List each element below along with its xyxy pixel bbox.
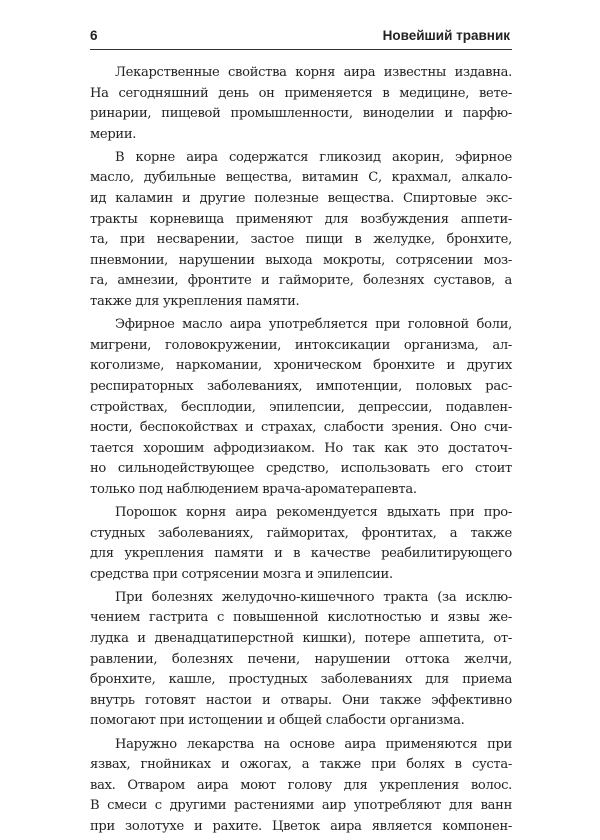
text-line: В корне аира содержатся гликозид акорин, эфирное (115, 149, 512, 165)
text-line: коголизме, наркомании, хроническом бронхите и других (90, 358, 512, 374)
text-line: вах. Отваром аира моют голову для укрепления волос. (90, 777, 512, 793)
text-line: На сегодняшний день он применяется в медицине, вете- (90, 85, 512, 101)
text-line: При болезнях желудочно-кишечного тракта (за исклю- (115, 589, 512, 605)
page-number: 6 (90, 28, 98, 43)
paragraph (90, 315, 512, 500)
text-line: Наружно лекарства на основе аира применяются при (115, 736, 512, 752)
text-line: респираторных заболеваниях, импотенции, половых рас- (90, 378, 512, 394)
body-text (90, 63, 512, 840)
text-line: при золотухе и рахите. Цветок аира является компонен- (90, 818, 512, 834)
text-line: только под наблюдением врача-ароматерапевта. (90, 481, 417, 497)
paragraph (90, 148, 512, 313)
text-line: пневмонии, нарушении выхода мокроты, сотрясении моз- (90, 252, 512, 268)
page-header (90, 26, 510, 46)
text-line: стройствах, бесплодии, эпилепсии, депрессии, подавлен- (90, 399, 512, 415)
paragraph (90, 63, 512, 145)
text-line: помогают при истощении и общей слабости организма. (90, 713, 465, 729)
text-line: бронхите, кашле, простудных заболеваниях для приема (90, 672, 512, 688)
text-line: чением гастрита с повышенной кислотностью и язвы же- (90, 610, 512, 626)
text-line: В смеси с другими растениями аир употребляют для ванн (90, 798, 512, 814)
text-line: средства при сотрясении мозга и эпилепсии. (90, 566, 393, 582)
text-line: тается хорошим афродизиаком. Но так как это достаточ- (90, 440, 512, 456)
text-line: мигрени, головокружении, интоксикации организма, ал- (90, 337, 512, 353)
text-line: Порошок корня аира рекомендуется вдыхать при про- (115, 504, 512, 520)
text-line: студных заболеваниях, гайморитах, фронтитах, а также (90, 525, 512, 541)
text-line: тракты корневища применяют для возбуждения аппети- (90, 211, 512, 227)
text-line: для укрепления памяти и в качестве реабилитирующего (90, 546, 512, 562)
text-line: та, при несварении, застое пищи в желудке, бронхите, (90, 232, 512, 248)
paragraph (90, 503, 512, 585)
text-line: Лекарственные свойства корня аира известны издавна. (115, 65, 512, 80)
text-line: но сильнодействующее средство, использовать его стоит (90, 461, 512, 477)
header-rule (90, 49, 512, 50)
text-line: равлении, болезнях печени, нарушении оттока желчи, (90, 651, 512, 667)
text-line: мерии. (90, 126, 137, 142)
text-line: ид каламин и другие полезные вещества. Спиртовые экс- (90, 191, 512, 207)
running-title: Новейший травник (382, 28, 510, 43)
text-line: масло, дубильные вещества, витамин С, крахмал, алкало- (90, 170, 512, 186)
text-line: внутрь готовят настои и отвары. Они также эффективно (90, 692, 512, 708)
text-line: лудка и двенадцатиперстной кишки), потере аппетита, от- (90, 631, 512, 647)
paragraph (90, 588, 512, 732)
text-line: язвах, гнойниках и ожогах, а также при болях в суста- (90, 757, 512, 773)
text-line: ринарии, пищевой промышленности, виноделии и парфю- (90, 106, 512, 122)
text-line: Эфирное масло аира употребляется при головной боли, (115, 317, 512, 333)
text-line: ности, беспокойствах и страхах, слабости зрения. Оно счи- (90, 420, 512, 436)
text-line: также для укрепления памяти. (90, 294, 300, 310)
text-line: га, амнезии, фронтите и гайморите, болезнях суставов, а (90, 273, 512, 289)
